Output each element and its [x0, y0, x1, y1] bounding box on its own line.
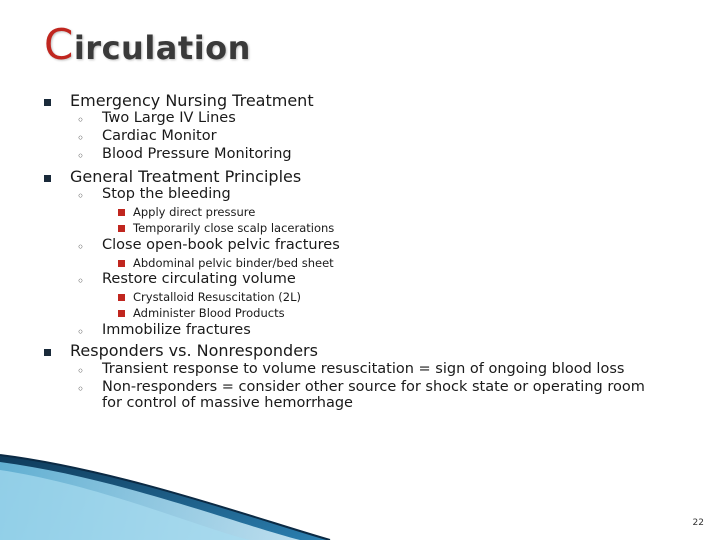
list-item: Cardiac Monitor — [102, 128, 217, 144]
sub-item: Temporarily close scalp lacerations — [133, 221, 335, 235]
bullet-square-icon — [118, 294, 125, 301]
list-item: Restore circulating volume — [102, 271, 296, 287]
sub-item: Administer Blood Products — [133, 306, 285, 320]
list-item: Transient response to volume resuscitation = sign of ongoing blood loss — [102, 361, 625, 377]
bullet-circle-icon: ◦ — [77, 364, 85, 378]
sub-item: Crystalloid Resuscitation (2L) — [133, 290, 301, 304]
list-item: Stop the bleeding — [102, 186, 231, 202]
bullet-circle-icon: ◦ — [77, 113, 85, 127]
bullet-square-icon — [44, 349, 51, 356]
bullet-circle-icon: ◦ — [77, 149, 85, 163]
bullet-square-icon — [118, 209, 125, 216]
bullet-circle-icon: ◦ — [77, 189, 85, 203]
list-item: Immobilize fractures — [102, 322, 251, 338]
section-heading: General Treatment Principles — [70, 167, 302, 186]
bullet-circle-icon: ◦ — [77, 240, 85, 254]
list-item: Non-responders = consider other source for shock state or operating room for control of massive hemorrhage — [102, 379, 645, 411]
list-item: Close open-book pelvic fractures — [102, 237, 340, 253]
bullet-square-icon — [44, 99, 51, 106]
bullet-circle-icon: ◦ — [77, 131, 85, 145]
bullet-square-icon — [118, 260, 125, 267]
bullet-circle-icon: ◦ — [77, 274, 85, 288]
section-heading: Emergency Nursing Treatment — [70, 91, 314, 110]
sub-item: Abdominal pelvic binder/bed sheet — [133, 256, 334, 270]
bullet-circle-icon: ◦ — [77, 382, 85, 396]
sub-item: Apply direct pressure — [133, 205, 256, 219]
bullet-square-icon — [118, 225, 125, 232]
page-number: 22 — [692, 518, 704, 528]
bullet-square-icon — [44, 175, 51, 182]
bullet-square-icon — [118, 310, 125, 317]
list-item: Two Large IV Lines — [102, 110, 236, 126]
slide-title: Circulation — [44, 20, 251, 69]
list-item: Blood Pressure Monitoring — [102, 146, 292, 162]
bullet-circle-icon: ◦ — [77, 325, 85, 339]
section-heading: Responders vs. Nonresponders — [70, 341, 318, 360]
